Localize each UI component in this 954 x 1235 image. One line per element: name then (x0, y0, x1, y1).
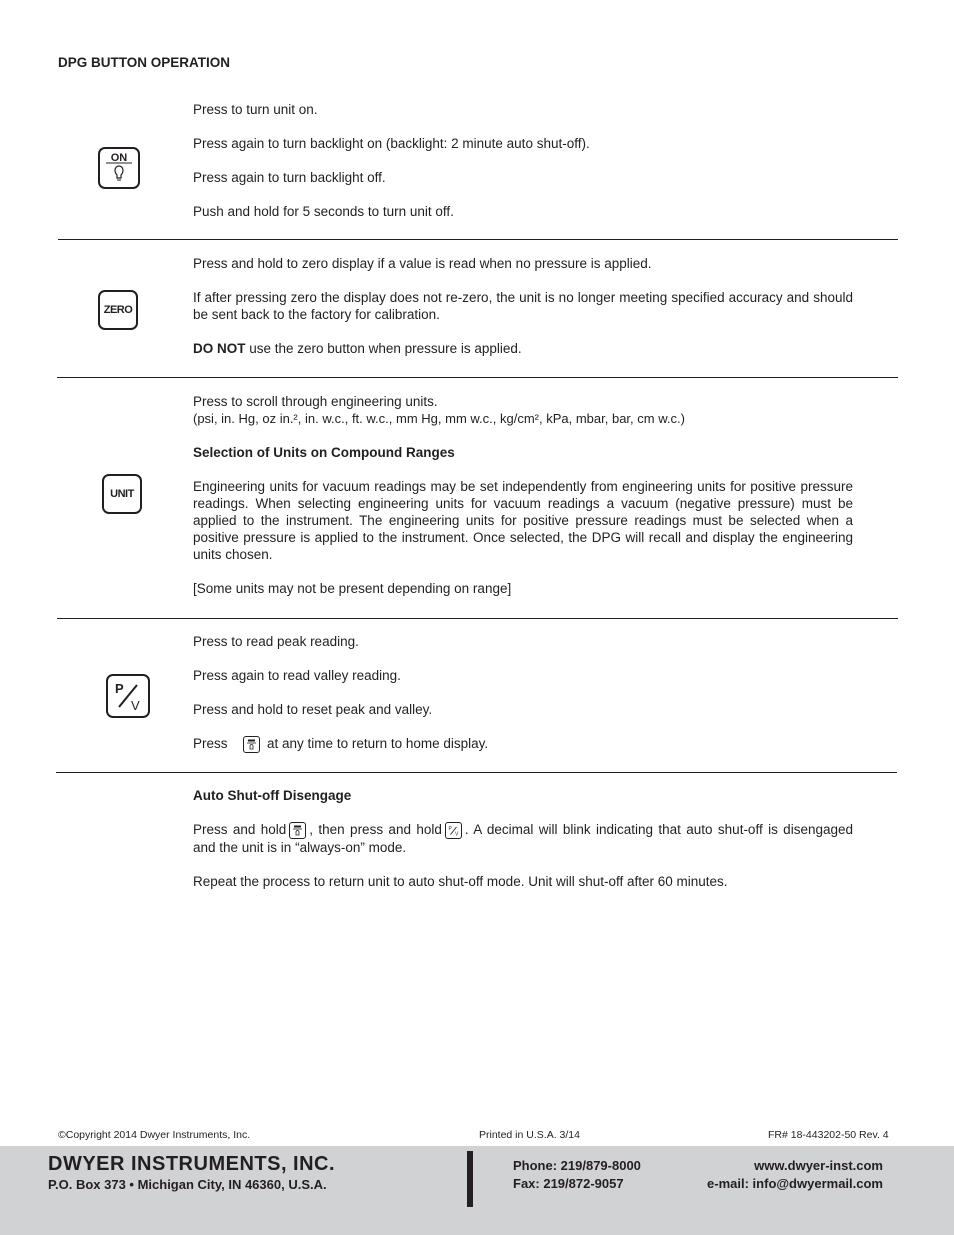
peak-section-text (193, 633, 853, 770)
peak-line-2: Press again to read valley reading. (193, 668, 401, 683)
phone-text: Phone: 219/879-8000 (513, 1158, 641, 1173)
on-inline-icon-2 (289, 822, 306, 839)
auto-para-1 (193, 821, 853, 856)
unit-list: (psi, in. Hg, oz in.², in. w.c., ft. w.c., mm Hg, mm w.c., kg/cm², kPa, mbar, bar, cm w.c.) (193, 411, 685, 426)
zero-button-icon (98, 290, 140, 332)
divider-1 (58, 239, 898, 240)
zero-warning-rest: use the zero button when pressure is applied. (245, 341, 522, 356)
footer-divider-bar (467, 1151, 473, 1207)
divider-4 (56, 772, 897, 773)
unit-button-icon (102, 474, 144, 516)
svg-text:V: V (454, 831, 459, 837)
peak-icon-label: P (115, 681, 124, 696)
unit-para-3: [Some units may not be present depending on range] (193, 581, 512, 596)
peak-line-3: Press and hold to reset peak and valley. (193, 702, 433, 717)
on-line-4: Push and hold for 5 seconds to turn unit off. (193, 204, 454, 219)
auto-para-1a: Press and hold (193, 822, 287, 837)
page-heading: DPG BUTTON OPERATION (58, 55, 231, 70)
peak-valley-inline-icon (445, 822, 462, 839)
on-section-text (193, 101, 853, 237)
zero-section-text (193, 255, 853, 374)
auto-subheading: Auto Shut-off Disengage (193, 788, 352, 803)
on-line-1: Press to turn unit on. (193, 102, 318, 117)
company-address: P.O. Box 373 • Michigan City, IN 46360, U.S.A. (48, 1177, 327, 1192)
peak-line-4b: at any time to return to home display. (263, 736, 489, 751)
email-link[interactable]: e-mail: info@dwyermail.com (707, 1176, 883, 1191)
peak-line-4a: Press (193, 736, 228, 751)
unit-icon-label: UNIT (102, 474, 142, 514)
zero-icon-label: ZERO (98, 290, 138, 330)
peak-valley-button-icon (106, 674, 148, 716)
auto-para-1c: . A decimal will blink indicating that auto shut-off is disengaged and the unit is in “always-on” mode. (193, 822, 853, 855)
unit-section-text (193, 393, 853, 614)
form-number-text: FR# 18-443202-50 Rev. 4 (768, 1129, 889, 1141)
on-icon-label: ON (110, 152, 128, 164)
company-name: DWYER INSTRUMENTS, INC. (48, 1153, 336, 1175)
unit-para-1 (193, 393, 853, 427)
on-line-2: Press again to turn backlight on (backlight: 2 minute auto shut-off). (193, 136, 590, 151)
divider-3 (57, 618, 898, 619)
zero-para-3 (193, 340, 853, 357)
zero-para-1: Press and hold to zero display if a value is read when no pressure is applied. (193, 256, 652, 271)
auto-para-1b: , then press and hold (309, 822, 442, 837)
zero-para-2: If after pressing zero the display does not re-zero, the unit is no longer meeting specified accuracy and should be sent back to the factory for calibration. (193, 290, 853, 322)
peak-line-1: Press to read peak reading. (193, 634, 359, 649)
on-inline-icon (243, 736, 260, 753)
on-line-3: Press again to turn backlight off. (193, 170, 386, 185)
on-button-icon (98, 147, 140, 189)
zero-warning-bold: DO NOT (193, 341, 246, 356)
copyright-text: ©Copyright 2014 Dwyer Instruments, Inc. (58, 1129, 251, 1141)
auto-section-text (193, 787, 853, 907)
unit-para-1a: Press to scroll through engineering units. (193, 394, 438, 409)
peak-line-4 (193, 735, 853, 753)
svg-text:P: P (448, 825, 452, 832)
website-link[interactable]: www.dwyer-inst.com (754, 1158, 883, 1173)
divider-2 (57, 377, 898, 378)
valley-icon-label: V (131, 698, 140, 713)
auto-para-2: Repeat the process to return unit to auto shut-off mode. Unit will shut-off after 60 minutes. (193, 873, 728, 889)
unit-para-2: Engineering units for vacuum readings may be set independently from engineering units for positive pressure readings. When selecting engineering units for vacuum readings a vacuum (negative pressure) must be applied to the instrument. The engineering units for positive pressure readings must be selected when a positive pressure is applied to the instrument. Once selected, the DPG will recall and display the engineering units chosen. (193, 479, 853, 562)
unit-subheading: Selection of Units on Compound Ranges (193, 445, 455, 460)
fax-text: Fax: 219/872-9057 (513, 1176, 624, 1191)
printed-text: Printed in U.S.A. 3/14 (479, 1129, 580, 1141)
